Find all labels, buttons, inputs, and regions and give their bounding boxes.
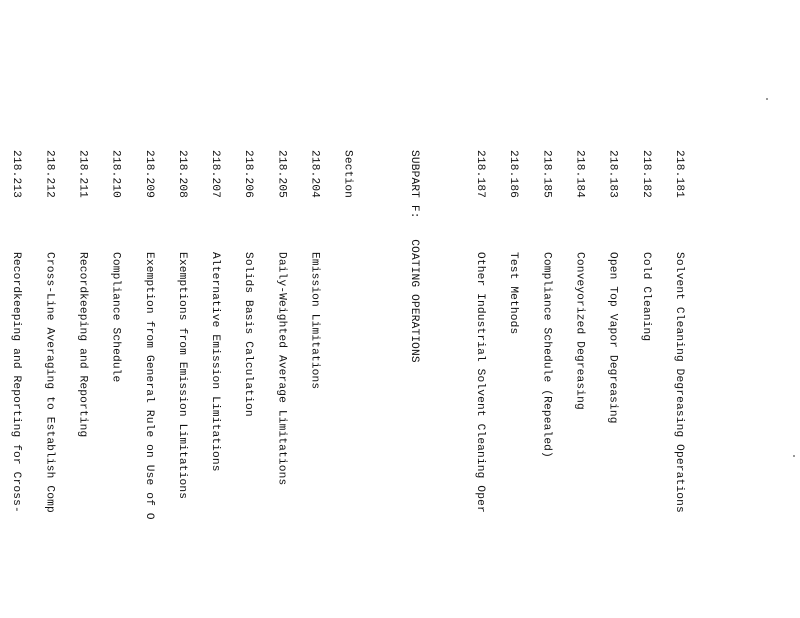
scan-speck (766, 98, 768, 100)
toc-line: 218.207Alternative Emission Limitations (209, 150, 222, 472)
toc-line: 218.205Daily-Weighted Average Limitations (275, 150, 288, 486)
toc-line: 218.182Cold Cleaning (639, 150, 652, 342)
toc-line: 218.210Compliance Schedule (109, 150, 122, 383)
toc-line: 218.208Exemptions from Emission Limitations (175, 150, 188, 500)
toc-line: 218.206Solids Basis Calculation (242, 150, 255, 417)
section-label: Section (341, 150, 354, 199)
toc-line: 218.183Open Top Vapor Degreasing (606, 150, 619, 424)
scan-speck (793, 455, 795, 457)
rotated-toc-text (10, 150, 706, 618)
toc-line: 218.187Other Industrial Solvent Cleaning Oper (474, 150, 487, 513)
toc-line: 218.185Compliance Schedule (Repealed) (540, 150, 553, 458)
toc-line: 218.213Recordkeeping and Reporting for Cross- (10, 150, 23, 513)
toc-line: 218.186Test Methods (507, 150, 520, 335)
toc-line: 218.212Cross-Line Averaging to Establish Comp (43, 150, 56, 513)
toc-line: 218.204Emission Limitations (308, 150, 321, 390)
subpart-f-heading: SUBPART F: COATING OPERATIONS (407, 150, 420, 363)
toc-line: 218.184Conveyorized Degreasing (573, 150, 586, 410)
toc-line: 218.211Recordkeeping and Reporting (76, 150, 89, 438)
toc-line: 218.181Solvent Cleaning Degreasing Operations (672, 150, 685, 513)
toc-line: 218.209Exemption from General Rule on Use of O (142, 150, 155, 520)
